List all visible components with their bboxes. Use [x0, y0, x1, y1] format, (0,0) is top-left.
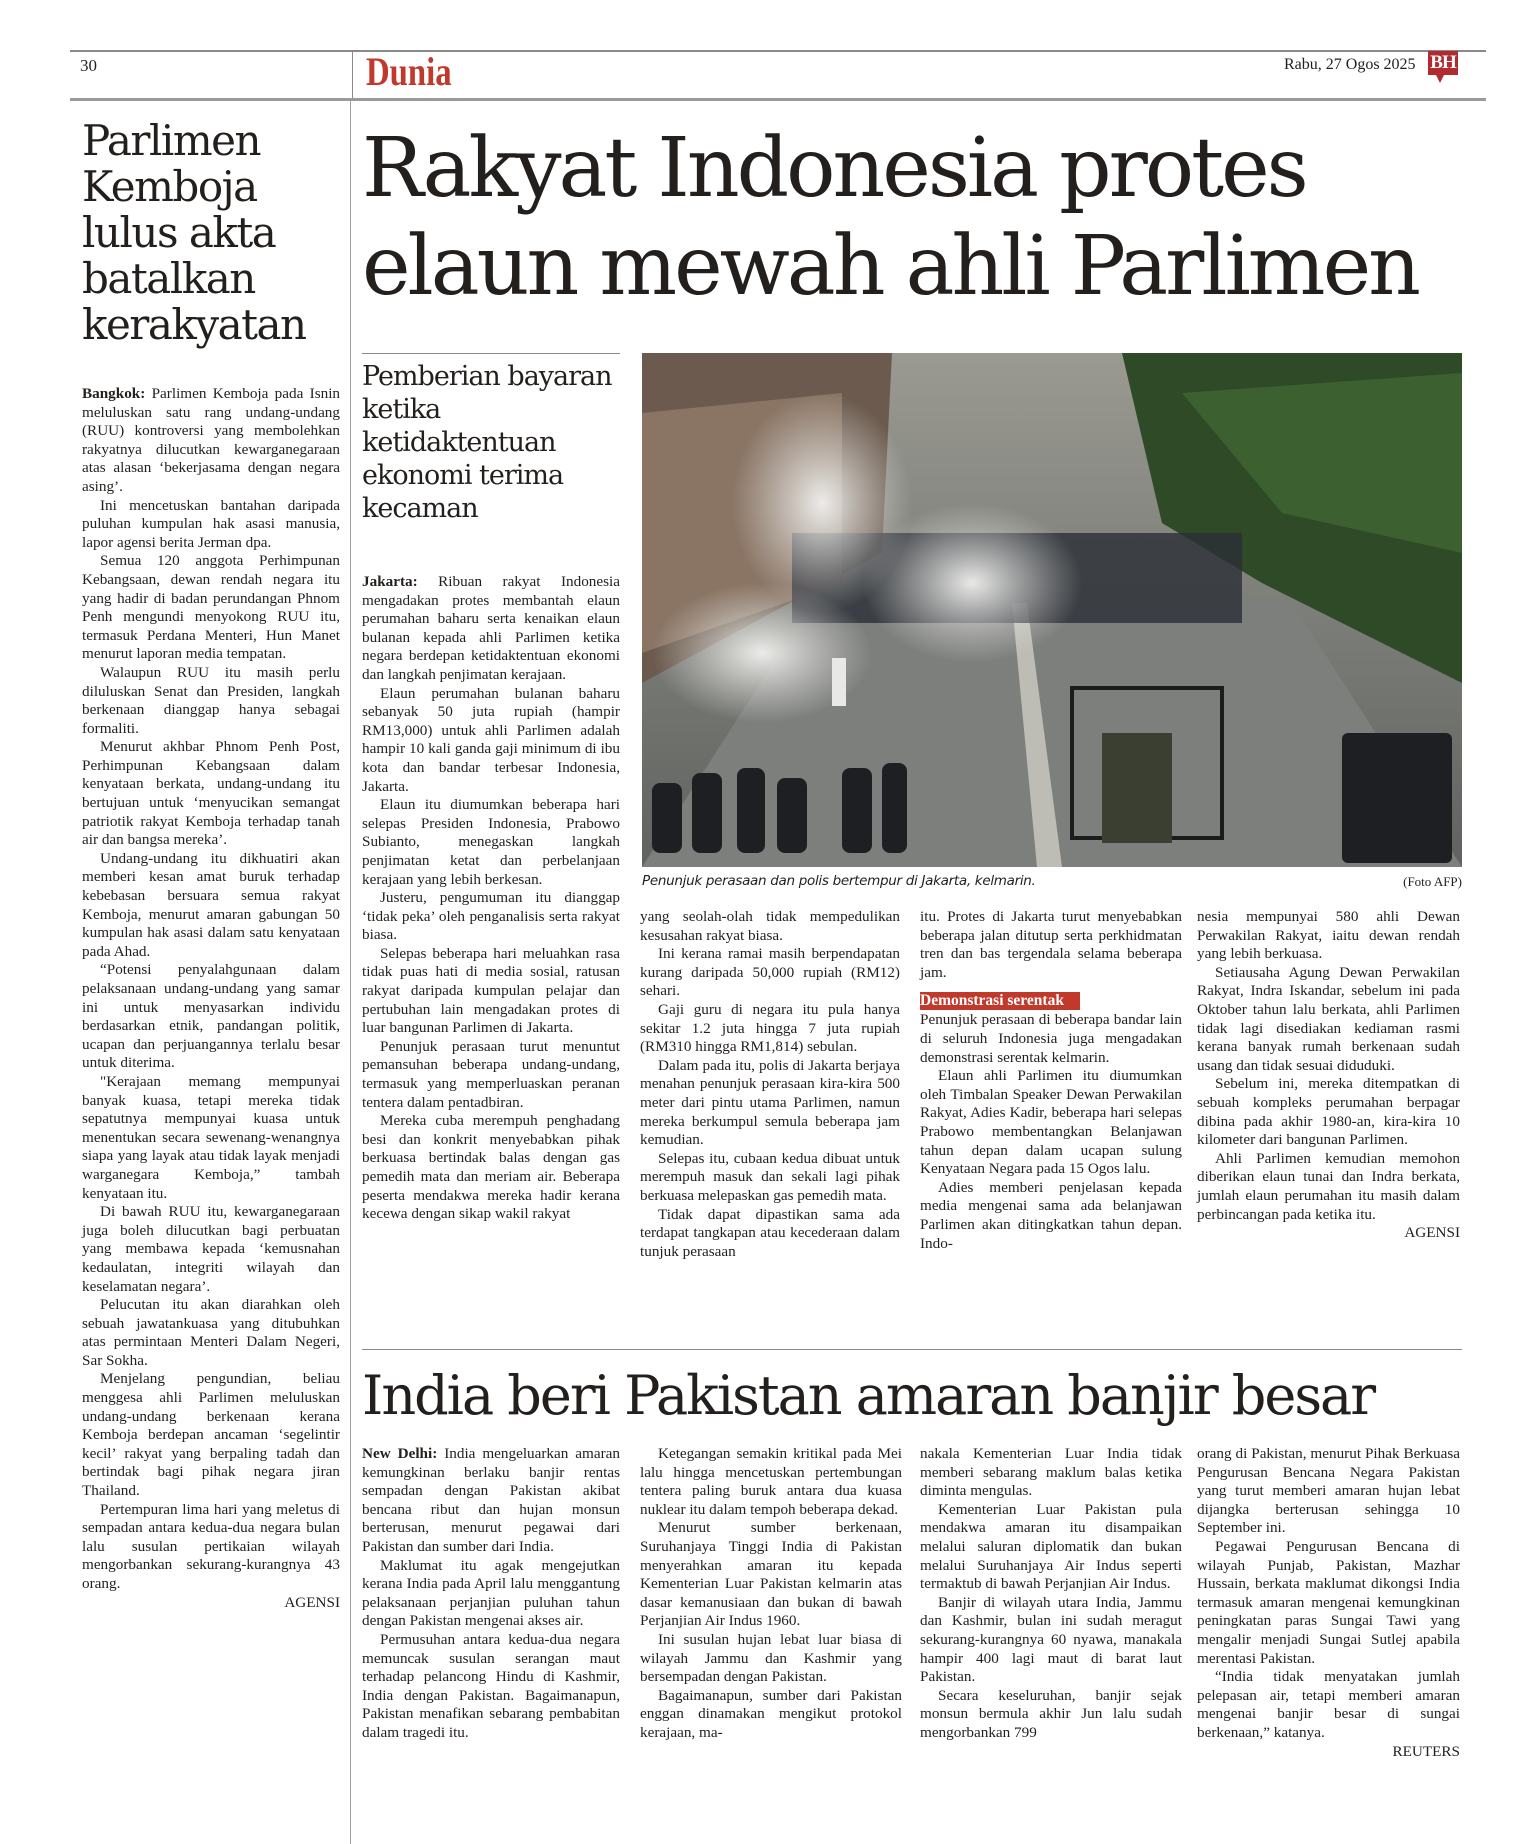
- story-paragraph: Tidak dapat dipastikan sama ada terdapat tangkapan atau kecederaan dalam tunjuk perasaan: [640, 1205, 900, 1260]
- story-paragraph: nesia mempunyai 580 ahli Dewan Perwakilan Rakyat, iaitu dewan rendah yang lebih berkuasa.: [1197, 908, 1460, 963]
- india-story-col-1: [362, 1445, 620, 1743]
- story-paragraph: Maklumat itu agak mengejutkan kerana India pada April lalu menggantung pelaksanaan perjanjian puluhan tahun dengan Pakistan mengenai akses air.: [362, 1556, 620, 1630]
- india-story-col-3: [920, 1445, 1182, 1743]
- story-paragraph: Bangkok: Parlimen Kemboja pada Isnin meluluskan satu rang undang-undang (RUU) kontroversi yang membolehkan rakyatnya dilucutkan kewarganegaraan atas alasan ‘bekerjasama dengan negara asing’.: [82, 385, 341, 495]
- issue-date: Rabu, 27 Ogos 2025: [1284, 56, 1416, 73]
- story-paragraph: “India tidak menyatakan jumlah pelepasan air, tetapi memberi amaran mengenai banjir besar di sungai berkenaan,” katanya.: [1197, 1668, 1460, 1741]
- story-paragraph: Adies memberi penjelasan kepada media mengenai sama ada belanjawan Parlimen akan ditingkatkan tahun depan. Indo-: [920, 1178, 1182, 1252]
- cambodia-story-body: [82, 385, 340, 1612]
- story-paragraph: Elaun perumahan bulanan baharu sebanyak 50 juta rupiah (hampir RM13,000) untuk ahli Parlimen adalah hampir 10 kali ganda gaji minimum di ibu kota dan bandar terbesar Indonesia, Jakarta.: [362, 684, 620, 795]
- story-paragraph: Bagaimanapun, sumber dari Pakistan enggan dinamakan mengikut protokol kerajaan, ma-: [640, 1686, 902, 1741]
- main-deck: Pemberian bayaran ketika ketidaktentuan ekonomi terima kecaman: [362, 361, 612, 524]
- deck-rule: [362, 353, 620, 354]
- story-paragraph: "Kerajaan memang mempunyai banyak kuasa, tetapi mereka tidak sepatutnya mempunyai kuasa untuk menentukan secara sewenang-wenangnya siapa yang layak atau tidak layak menjadi warganegara Kemboja,” tambah kenyataan itu.: [82, 1072, 340, 1202]
- story-paragraph: Kementerian Luar Pakistan pula mendakwa amaran itu disampaikan melalui saluran diplomatik dan bukan melalui Suruhanjaya Air Indus seperti termaktub di bawah Perjanjian Air Indus.: [920, 1500, 1182, 1593]
- story-paragraph: Penunjuk perasaan turut menuntut pemansuhan beberapa undang-undang, termasuk yang memperluaskan peranan tentera dalam pentadbiran.: [362, 1037, 620, 1111]
- bh-logo-tail: [1436, 75, 1444, 83]
- header-bottom-rule: [70, 98, 1486, 101]
- photo-credit: (Foto AFP): [1403, 874, 1462, 889]
- section-title: Dunia: [366, 49, 452, 94]
- bh-logo: BH: [1428, 51, 1458, 75]
- story-credit: AGENSI: [284, 1593, 340, 1611]
- header-top-rule: [70, 50, 1486, 52]
- story-paragraph: Menurut sumber berkenaan, Suruhanjaya Tinggi India di Pakistan menyerahkan amaran itu kepada Kementerian Luar Pakistan kelmarin atas dasar kemanusiaan dan bukan di bawah Perjanjian Air Indus 1960.: [640, 1519, 902, 1630]
- story-paragraph: Penunjuk perasaan di beberapa bandar lain di seluruh Indonesia juga mengadakan demonstrasi serentak kelmarin.: [920, 1011, 1182, 1066]
- india-story-col-2: [640, 1445, 902, 1743]
- story-paragraph: Undang-undang itu dikhuatiri akan memberi kesan amat buruk terhadap kebebasan bersuara semua rakyat Kemboja, menurut amaran gabungan 50 kumpulan hak asasi dalam satu kenyataan pada Ahad.: [82, 849, 340, 960]
- story-paragraph: Walaupun RUU itu masih perlu diluluskan Senat dan Presiden, langkah berkenaan dianggap hanya sebagai formaliti.: [82, 663, 340, 737]
- story-paragraph: yang seolah-olah tidak mempedulikan kesusahan rakyat biasa.: [640, 908, 900, 944]
- story-paragraph: Sebelum ini, mereka ditempatkan di sebuah kompleks perumahan berpagar dibina pada akhir 1980-an, kira-kira 10 kilometer dari bangunan Parlimen.: [1197, 1075, 1460, 1149]
- dateline: Bangkok:: [82, 385, 146, 402]
- dateline: Jakarta:: [362, 573, 418, 590]
- story-paragraph: Setiausaha Agung Dewan Perwakilan Rakyat, Indra Iskandar, sebelum ini pada Oktober tahun lalu berkata, ahli Parlimen tidak lagi disediakan kediaman rasmi kerana banyak rumah berkenaan sudah usang dan tidak sesuai diduduki.: [1197, 963, 1460, 1074]
- story-paragraph: Ketegangan semakin kritikal pada Mei lalu hingga mencetuskan pertembungan tentera paling buruk antara dua kuasa nuklear itu dalam tempoh beberapa dekad.: [640, 1445, 902, 1518]
- story-paragraph: Pelucutan itu akan diarahkan oleh sebuah jawatankuasa yang ditubuhkan atas permintaan Menteri Dalam Negeri, Sar Sokha.: [82, 1296, 340, 1369]
- column-divider: [350, 100, 351, 1844]
- story-paragraph: Permusuhan antara kedua-dua negara memuncak susulan serangan maut terhadap pelancong Hindu di Kashmir, India dengan Pakistan. Bagaimanapun, Pakistan menafikan sebarang pembabitan dalam tragedi itu.: [362, 1630, 620, 1741]
- indonesia-story-col-2: [640, 908, 900, 1261]
- dateline: New Delhi:: [362, 1445, 438, 1462]
- story-paragraph: Gaji guru di negara itu pula hanya sekitar 1.2 juta hingga 7 juta rupiah (RM310 hingga RM1,814) sebulan.: [640, 1000, 900, 1056]
- story-paragraph: Jakarta: Ribuan rakyat Indonesia mengadakan protes membantah elaun perumahan baharu serta kenaikan elaun bulanan kepada ahli Parlimen ketika negara berdepan ketidaktentuan ekonomi dan langkah penjimatan kerajaan.: [362, 573, 620, 683]
- india-headline: India beri Pakistan amaran banjir besar: [362, 1364, 1375, 1427]
- story-paragraph: Menurut akhbar Phnom Penh Post, Perhimpunan Kebangsaan dalam kenyataan berkata, undang-undang itu bertujuan untuk ‘menyucikan semangat patriotik rakyat Kemboja terhadap tanah air dan bangsa mereka’.: [82, 738, 340, 849]
- protester: [832, 658, 846, 706]
- header-divider: [352, 52, 353, 98]
- indonesia-story-col-4: [1197, 908, 1460, 1243]
- story-paragraph: Banjir di wilayah utara India, Jammu dan Kashmir, bulan ini sudah meragut sekurang-kurangnya 60 nyawa, manakala hampir 400 lagi maut di barat laut Pakistan.: [920, 1593, 1182, 1686]
- story-paragraph: Pegawai Pengurusan Bencana di wilayah Punjab, Pakistan, Mazhar Hussain, berkata maklumat dikongsi India termasuk amaran mengenai kemungkinan peningkatan paras Sungai Tawi yang mengalir menjadi Sungai Sutlej apabila merentasi Pakistan.: [1197, 1537, 1460, 1667]
- cambodia-headline: Parlimen Kemboja lulus akta batalkan kerakyatan: [82, 116, 306, 349]
- india-story-col-4: [1197, 1445, 1460, 1761]
- photo-caption: Penunjuk perasaan dan polis bertempur di Jakarta, kelmarin.: [642, 873, 1036, 889]
- story-paragraph: Menjelang pengundian, beliau menggesa ahli Parlimen meluluskan undang-undang berkenaan kerana Kemboja berdepan ancaman ‘segelintir kecil’ rakyat yang berpaling tadah dan bertindak bagi pihak negara jiran Thailand.: [82, 1370, 340, 1500]
- subhead-demonstrasi: Demonstrasi serentak: [920, 992, 1080, 1010]
- story-paragraph: Ini kerana ramai masih berpendapatan kurang daripada 50,000 rupiah (RM12) sehari.: [640, 945, 900, 1000]
- story-paragraph: Justeru, pengumuman itu dianggap ‘tidak peka’ oleh penganalisis serta rakyat biasa.: [362, 889, 620, 944]
- story-paragraph: Ini mencetuskan bantahan daripada puluhan kumpulan hak asasi manusia, lapor agensi berita Jerman dpa.: [82, 496, 340, 551]
- story-credit: REUTERS: [1392, 1742, 1460, 1760]
- page-number: 30: [80, 56, 97, 75]
- story-divider: [362, 1349, 1462, 1350]
- story-paragraph: Ini susulan hujan lebat luar biasa di wilayah Jammu dan Kashmir yang bersempadan dengan Pakistan.: [640, 1630, 902, 1686]
- story-paragraph: “Potensi penyalahgunaan dalam pelaksanaan undang-undang yang samar ini untuk menyasarkan individu berdasarkan etnik, pandangan politik, ucapan dan perjuangannya terlalu besar untuk diterima.: [82, 961, 340, 1072]
- story-paragraph: Elaun ahli Parlimen itu diumumkan oleh Timbalan Speaker Dewan Perwakilan Rakyat, Adies Kadir, beberapa hari selepas Prabowo membentangkan Belanjawan tahun depan dalam ucapan sulung Kenyataan Negara pada 15 Ogos lalu.: [920, 1067, 1182, 1178]
- main-headline: Rakyat Indonesia protes elaun mewah ahli Parlimen: [362, 121, 1418, 314]
- story-paragraph: nakala Kementerian Luar India tidak memberi sebarang maklum balas ketika diminta mengulas.: [920, 1445, 1182, 1500]
- story-paragraph: Selepas beberapa hari meluahkan rasa tidak puas hati di media sosial, ratusan rakyat daripada kumpulan pelajar dan pertubuhan lain mengadakan protes di luar bangunan Parlimen di Jakarta.: [362, 944, 620, 1037]
- story-paragraph: Secara keseluruhan, banjir sejak monsun bermula akhir Jun lalu sudah mengorbankan 799: [920, 1686, 1182, 1741]
- story-paragraph: New Delhi: India mengeluarkan amaran kemungkinan berlaku banjir rentas sempadan dengan Pakistan akibat bencana ribut dan hujan monsun berterusan, menurut pegawai dari Pakistan dan sumber dari India.: [362, 1445, 620, 1555]
- story-paragraph: Mereka cuba merempuh penghadang besi dan konkrit menyebabkan pihak berkuasa bertindak balas dengan gas pemedih mata dan meriam air. Beberapa peserta mendakwa mereka hadir kerana kecewa dengan sikap wakil rakyat: [362, 1112, 620, 1223]
- story-paragraph: Dalam pada itu, polis di Jakarta berjaya menahan penunjuk perasaan kira-kira 500 meter dari pintu utama Parlimen, namun mereka berkumpul semula beberapa jam kemudian.: [640, 1056, 900, 1149]
- story-paragraph: Pertempuran lima hari yang meletus di sempadan antara kedua-dua negara bulan lalu susulan pertikaian wilayah mengorbankan sekurang-kurangnya 43 orang.: [82, 1500, 340, 1592]
- story-credit: AGENSI: [1404, 1224, 1460, 1242]
- story-paragraph: orang di Pakistan, menurut Pihak Berkuasa Pengurusan Bencana Negara Pakistan yang turut memberi amaran hujan lebat dijangka berterusan sehingga 10 September ini.: [1197, 1445, 1460, 1537]
- story-paragraph: Di bawah RUU itu, kewarganegaraan juga boleh dilucutkan bagi perbuatan yang membawa kepada ‘kemusnahan kedaulatan, integriti wilayah dan keselamatan negara’.: [82, 1203, 340, 1295]
- indonesia-story-col-1: [362, 573, 620, 1224]
- protest-photo-illustration: [642, 353, 1462, 867]
- story-paragraph: itu. Protes di Jakarta turut menyebabkan beberapa jalan ditutup serta perkhidmatan tren dan bas tergendala selama beberapa jam.: [920, 908, 1182, 981]
- story-paragraph: Ahli Parlimen kemudian memohon diberikan elaun tunai dan Indra berkata, jumlah elaun perumahan itu masih dalam perbincangan pada ketika itu.: [1197, 1149, 1460, 1223]
- story-paragraph: Semua 120 anggota Perhimpunan Kebangsaan, dewan rendah negara itu yang hadir di badan perundangan Phnom Penh mengundi menyokong RUU itu, termasuk Perdana Menteri, Hun Manet menurut laporan media tempatan.: [82, 552, 340, 663]
- story-paragraph: Elaun itu diumumkan beberapa hari selepas Presiden Indonesia, Prabowo Subianto, menegaskan langkah penjimatan ketat dan perbelanjaan kerajaan yang lebih berkesan.: [362, 796, 620, 888]
- protest-photo: [642, 353, 1462, 867]
- story-paragraph: Selepas itu, cubaan kedua dibuat untuk merempuh masuk dan sekali lagi pihak berkuasa melepaskan gas pemedih mata.: [640, 1149, 900, 1204]
- indonesia-story-col-3: [920, 908, 1182, 1253]
